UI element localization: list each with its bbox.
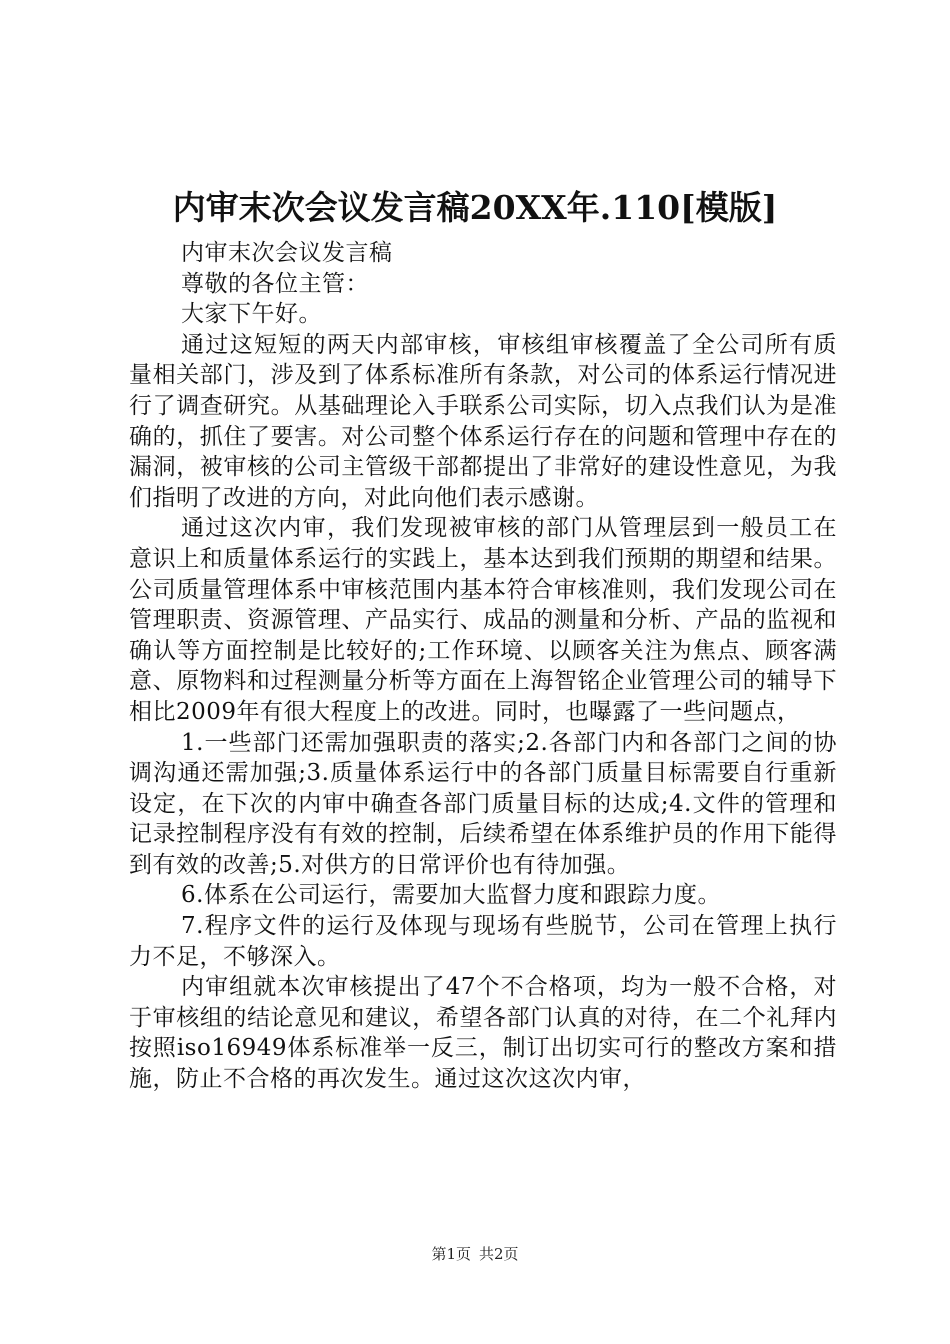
document-body (129, 238, 837, 1095)
document-title: 内审末次会议发言稿20XX年.110[模版] (172, 188, 778, 227)
paragraph-audit-findings: 通过这次内审，我们发现被审核的部门从管理层到一般员工在意识上和质量体系运行的实践上，基本达到我们预期的期望和结果。公司质量管理体系中审核范围内基本符合审核准则，我们发现公司在管理职责、资源管理、产品实行、成品的测量和分析、产品的监视和确认等方面控制是比较好的;工作环境、以顾客关注为焦点、顾客满意、原物料和过程测量分析等方面在上海智铭企业管理公司的辅导下相比2009年有很大程度上的改进。同时，也曝露了一些问题点， (129, 515, 837, 725)
paragraph-greeting: 大家下午好。 (181, 301, 322, 328)
page-number: 第1页 (431, 1245, 471, 1263)
paragraph-heading: 内审末次会议发言稿 (181, 240, 393, 266)
paragraph-issue-7: 7.程序文件的运行及体现与现场有些脱节，公司在管理上执行力不足，不够深入。 (129, 913, 837, 970)
paragraph-issue-list: 1.一些部门还需加强职责的落实;2.各部门内和各部门之间的协调沟通还需加强;3.质量体系运行中的各部门质量目标需要自行重新设定，在下次的内审中确查各部门质量目标的达成;4.文件的管理和记录控制程序没有有效的控制，后续希望在体系维护员的作用下能得到有效的改善;5.对供方的日常评价也有待加强。 (129, 729, 837, 878)
page-total: 共2页 (479, 1245, 519, 1263)
page-footer (0, 1244, 950, 1264)
paragraph-issue-6: 6.体系在公司运行，需要加大监督力度和跟踪力度。 (181, 882, 721, 909)
paragraph-audit-overview: 通过这短短的两天内部审核，审核组审核覆盖了全公司所有质量相关部门，涉及到了体系标准所有条款，对公司的体系运行情况进行了调查研究。从基础理论入手联系公司实际，切入点我们认为是准确的，抓住了要害。对公司整个体系运行存在的问题和管理中存在的漏洞，被审核的公司主管级干部都提出了非常好的建设性意见，为我们指明了改进的方向，对此向他们表示感谢。 (129, 331, 837, 511)
paragraph-nonconformities: 内审组就本次审核提出了47个不合格项，均为一般不合格，对于审核组的结论意见和建议，希望各部门认真的对待，在二个礼拜内按照iso16949体系标准举一反三，制订出切实可行的整改方案和措施，防止不合格的再次发生。通过这次这次内审， (129, 974, 837, 1093)
paragraph-salutation: 尊敬的各位主管： (181, 270, 369, 297)
